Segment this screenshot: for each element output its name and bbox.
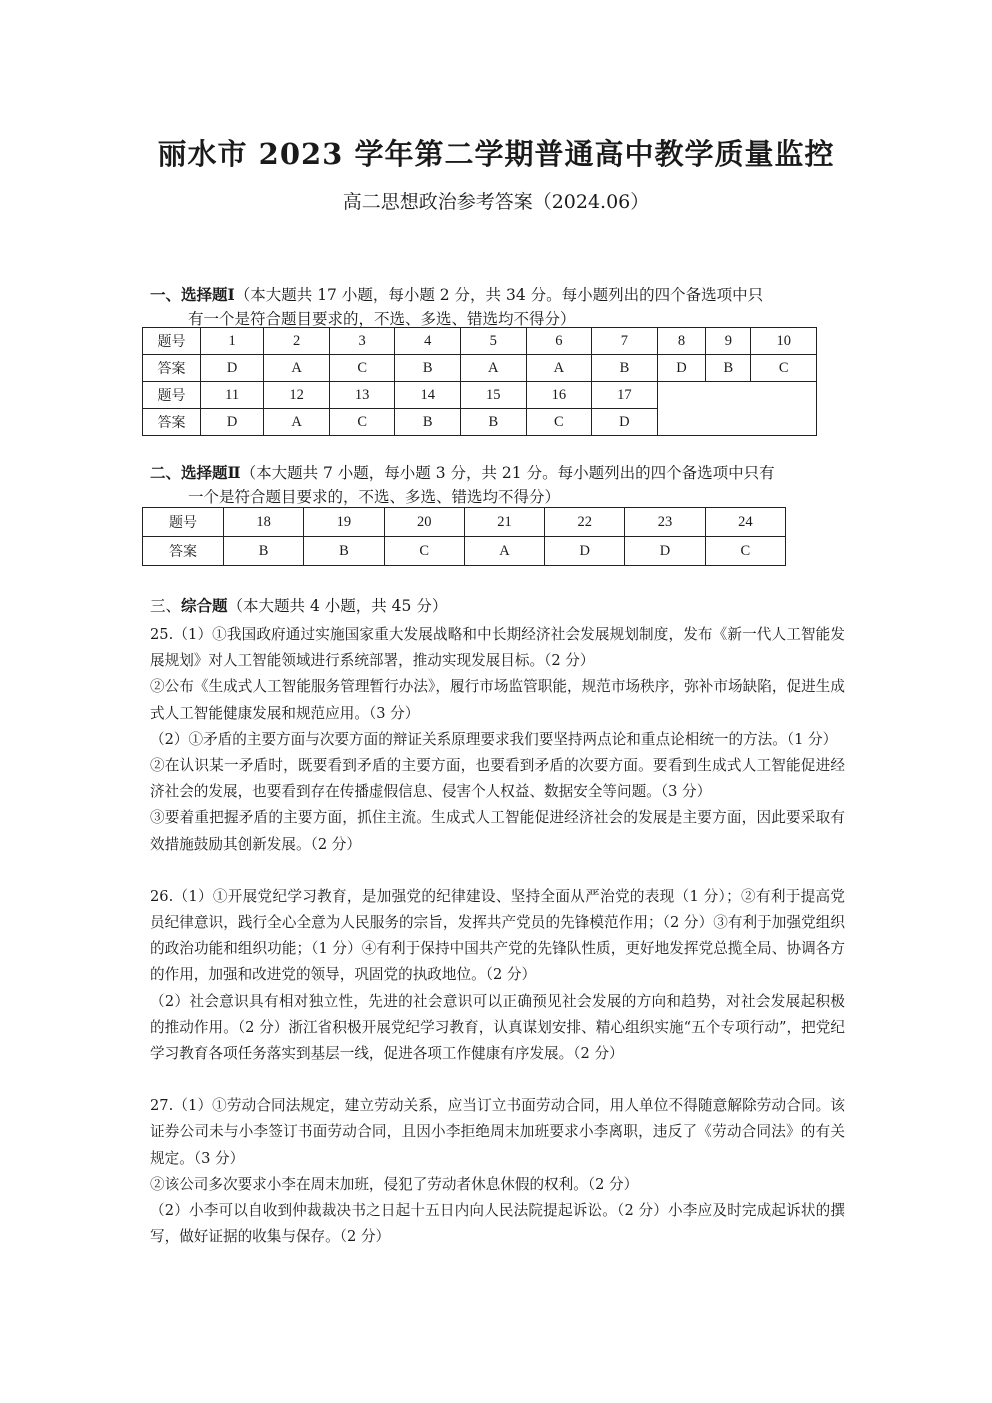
question-number: 6 xyxy=(526,328,592,355)
spacer xyxy=(150,1067,845,1093)
section2-heading-block xyxy=(150,461,850,509)
question-number: 10 xyxy=(751,328,817,355)
question-number: 4 xyxy=(395,328,461,355)
answer-cell: C xyxy=(329,355,395,382)
row-label: 答案 xyxy=(143,537,224,566)
spacer xyxy=(150,858,845,884)
answer-cell: B xyxy=(592,355,658,382)
row-label: 答案 xyxy=(143,409,201,436)
document-subtitle: 高二思想政治参考答案（2024.06） xyxy=(342,191,650,213)
question-number: 7 xyxy=(592,328,658,355)
question-number: 1 xyxy=(201,328,264,355)
section1-heading-block xyxy=(150,283,850,331)
section1-desc-line1: （本大题共 17 小题，每小题 2 分，共 34 分。每小题列出的四个备选项中只 xyxy=(234,286,764,304)
q26-paragraph: （2）社会意识具有相对独立性，先进的社会意识可以正确预见社会发展的方向和趋势，对社会发展起积极的推动作用。（2 分）浙江省积极开展党纪学习教育，认真谋划安排、精心组织实施“五个专项行动”，把党纪学习教育各项任务落实到基层一线，促进各项工作健康有序发展。（2 分） xyxy=(150,992,845,1063)
question-number: 21 xyxy=(464,508,544,537)
question-number: 22 xyxy=(545,508,625,537)
question-number: 8 xyxy=(657,328,706,355)
question-number: 17 xyxy=(592,382,658,409)
answer-cell: C xyxy=(384,537,464,566)
question-number: 9 xyxy=(706,328,751,355)
answer-cell: B xyxy=(304,537,384,566)
q27-paragraph: ②该公司多次要求小李在周末加班，侵犯了劳动者休息休假的权利。（2 分） xyxy=(150,1175,639,1193)
answer-cell: D xyxy=(592,409,658,436)
section1-heading: 一、选择题Ⅰ xyxy=(150,285,235,304)
answers-body xyxy=(150,622,845,1250)
q25-paragraph: ②在认识某一矛盾时，既要看到矛盾的主要方面，也要看到矛盾的次要方面。要看到生成式人工智能促进经济社会的发展，也要看到存在传播虚假信息、侵害个人权益、数据安全等问题。（3 分） xyxy=(150,757,845,801)
section2-answer-table xyxy=(142,507,786,566)
answer-cell: A xyxy=(264,409,330,436)
q27-paragraph: 27.（1）①劳动合同法规定，建立劳动关系，应当订立书面劳动合同，用人单位不得随意解除劳动合同。该证券公司未与小李签订书面劳动合同，且因小李拒绝周末加班要求小李离职，违反了《劳动合同法》的有关规定。（3 分） xyxy=(150,1097,845,1167)
answer-cell: B xyxy=(395,409,461,436)
q25-paragraph: 25.（1）①我国政府通过实施国家重大发展战略和中长期经济社会发展规划制度，发布《新一代人工智能发展规划》对人工智能领域进行系统部署，推动实现发展目标。（2 分） xyxy=(150,626,845,670)
q27-paragraph: （2）小李可以自收到仲裁裁决书之日起十五日内向人民法院提起诉讼。（2 分）小李应及时完成起诉状的撰写，做好证据的收集与保存。（2 分） xyxy=(150,1202,845,1246)
answer-cell: C xyxy=(751,355,817,382)
table-row xyxy=(143,382,817,409)
answer-cell: D xyxy=(545,537,625,566)
table-row xyxy=(143,328,817,355)
question-number: 15 xyxy=(461,382,527,409)
question-number: 5 xyxy=(461,328,527,355)
row-label: 题号 xyxy=(143,382,201,409)
question-number: 11 xyxy=(201,382,264,409)
section2-heading: 二、选择题Ⅱ xyxy=(150,463,241,482)
answer-cell: D xyxy=(657,355,706,382)
document-title: 丽水市 2023 学年第二学期普通高中教学质量监控 xyxy=(157,137,835,171)
section3-heading-block xyxy=(150,594,850,618)
question-number: 12 xyxy=(264,382,330,409)
answer-cell: B xyxy=(224,537,304,566)
section3-heading: 综合题 xyxy=(181,596,228,615)
table-row xyxy=(143,537,786,566)
answer-cell: C xyxy=(526,409,592,436)
empty-cell xyxy=(657,382,816,436)
answer-cell: C xyxy=(329,409,395,436)
answer-cell: A xyxy=(464,537,544,566)
question-number: 2 xyxy=(264,328,330,355)
row-label: 答案 xyxy=(143,355,201,382)
q25-paragraph: （2）①矛盾的主要方面与次要方面的辩证关系原理要求我们要坚持两点论和重点论相统一的方法。（1 分） xyxy=(150,730,838,748)
question-number: 18 xyxy=(224,508,304,537)
answer-cell: D xyxy=(201,409,264,436)
answer-cell: B xyxy=(461,409,527,436)
question-number: 20 xyxy=(384,508,464,537)
answer-cell: D xyxy=(201,355,264,382)
section1-answer-table xyxy=(142,327,817,436)
answer-cell: A xyxy=(526,355,592,382)
answer-cell: A xyxy=(264,355,330,382)
question-number: 16 xyxy=(526,382,592,409)
question-number: 24 xyxy=(705,508,785,537)
section2-desc-line2: 一个是符合题目要求的，不选、多选、错选均不得分） xyxy=(188,488,561,506)
answer-cell: A xyxy=(461,355,527,382)
answer-cell: C xyxy=(705,537,785,566)
row-label: 题号 xyxy=(143,508,224,537)
question-number: 3 xyxy=(329,328,395,355)
table-row xyxy=(143,355,817,382)
table-row xyxy=(143,508,786,537)
row-label: 题号 xyxy=(143,328,201,355)
answer-cell: B xyxy=(395,355,461,382)
section1-desc-line2: 有一个是符合题目要求的，不选、多选、错选均不得分） xyxy=(188,310,576,328)
q25-paragraph: ②公布《生成式人工智能服务管理暂行办法》，履行市场监管职能，规范市场秩序，弥补市场缺陷，促进生成式人工智能健康发展和规范应用。（3 分） xyxy=(150,678,845,722)
answer-cell: B xyxy=(706,355,751,382)
section3-heading-prefix: 三、 xyxy=(150,597,182,615)
section3-heading-rest: （本大题共 4 小题，共 45 分） xyxy=(227,597,448,615)
question-number: 19 xyxy=(304,508,384,537)
question-number: 14 xyxy=(395,382,461,409)
question-number: 23 xyxy=(625,508,705,537)
q26-paragraph: 26.（1）①开展党纪学习教育，是加强党的纪律建设、坚持全面从严治党的表现（1 分）；②有利于提高党员纪律意识，践行全心全意为人民服务的宗旨，发挥共产党员的先锋模范作用；（2 分）③有利于加强党组织的政治功能和组织功能；（1 分）④有利于保持中国共产党的先锋队性质，更好地发挥党总揽全局、协调各方的作用，加强和改进党的领导，巩固党的执政地位。（2 分） xyxy=(150,887,845,984)
answer-cell: D xyxy=(625,537,705,566)
q25-paragraph: ③要着重把握矛盾的主要方面，抓住主流。生成式人工智能促进经济社会的发展是主要方面，因此要采取有效措施鼓励其创新发展。（2 分） xyxy=(150,809,845,853)
question-number: 13 xyxy=(329,382,395,409)
section2-desc-line1: （本大题共 7 小题，每小题 3 分，共 21 分。每小题列出的四个备选项中只有 xyxy=(240,464,775,482)
